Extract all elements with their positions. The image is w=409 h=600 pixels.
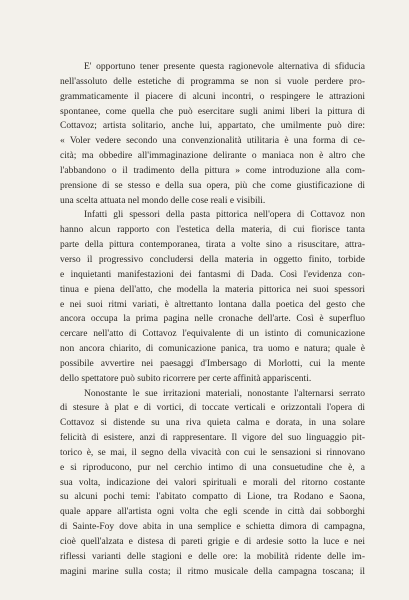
text-line: E' opportuno tener presente questa ragionevole alternativa di sfiducia — [84, 62, 365, 72]
paragraph-3 — [60, 387, 365, 580]
paragraph-1 — [60, 60, 365, 208]
text-line: felicità di esistere, anzi di rappresentare. Il vigore del suo linguaggio pit- — [60, 433, 365, 444]
text-line: l'abbandono o il tradimento della pittura » come introduzione alla com- — [60, 165, 365, 176]
body-text — [60, 60, 365, 580]
text-line: riflessi varianti delle stagioni e delle ore: la mobilità ridente delle im- — [60, 551, 365, 562]
text-line: e si riproducono, pur nel cerchio intimo di una consuetudine che è, a — [60, 462, 365, 473]
text-line: Cottavoz si distende su una riva quieta calma e dorata, in una solare — [60, 418, 365, 429]
text-line: di Sainte-Foy dove abita in una semplice e schietta dimora di campagna, — [60, 522, 365, 533]
text-line: « Voler vedere secondo una convenzionalità utilitaria è una forma di ce- — [60, 136, 365, 147]
text-line: verso il progressivo concludersi della materia in oggetto finito, torbide — [60, 254, 365, 265]
text-line: nell'assoluto delle estetiche di programma se non si vuole perdere pro- — [60, 76, 365, 87]
text-line: di stesure à plat e di vortici, di toccate verticali e orizzontali l'opera di — [60, 403, 365, 414]
text-line: sua volta, indicazione dei valori spirituali e morali del ritorno costante — [60, 477, 365, 488]
text-line: e nei suoi ritmi variati, è altrettanto lontana dalla poetica del gesto che — [60, 299, 365, 310]
text-line: torico è, se mai, il segno della vivacità con cui le sensazioni si rinnovano — [60, 447, 365, 458]
text-line: magini marine sulla costa; il ritmo musicale della campagna toscana; il — [60, 566, 365, 577]
text-line: ancora occupa la prima pagina nelle cronache dell'arte. Così è superfluo — [60, 314, 365, 325]
text-line: parte della pittura contemporanea, tirata a volte sino a risuscitare, attra- — [60, 240, 365, 251]
text-line: cioè quell'alzata e distesa di pareti grigie e di ardesie sotto la luce e nei — [60, 537, 365, 547]
text-line: grammaticamente il piacere di alcuni incontri, o respingere le attrazioni — [60, 91, 365, 102]
text-line: possibile avvertire nei paesaggi d'Imbersago di Morlotti, cui la mente — [60, 358, 365, 369]
text-line: cercare nell'atto di Cottavoz l'equivalente di un istinto di comunicazione — [60, 329, 365, 340]
text-line: una scelta attuata nel mondo delle cose reali e visibili. — [60, 195, 266, 206]
paragraph-2 — [60, 208, 365, 386]
text-line: su alcuni pochi temi: l'abitato compatto di Lione, tra Rodano e Saona, — [60, 492, 365, 503]
text-line: spontanee, come quella che può esercitare sugli animi liberi la pittura di — [60, 106, 365, 117]
text-line: Cottavoz; artista solitario, anche lui, appartato, che umilmente può dire: — [60, 121, 365, 132]
text-line: non ancora chiarito, di comunicazione panica, tra uomo e natura; quale è — [60, 344, 365, 355]
text-line: cità; ma obbedire all'immaginazione delirante o maniaca non è altro che — [60, 151, 365, 162]
text-line: prensione di se stesso e della sua opera, più che come giustificazione di — [60, 180, 365, 191]
text-line: e inquietanti manifestazioni dei fantasmi di Dada. Così l'evidenza con- — [60, 269, 365, 280]
text-line: quale appare all'artista ogni volta che egli scende in città dai sobborghi — [60, 507, 365, 518]
text-line: Infatti gli spessori della pasta pittorica nell'opera di Cottavoz non — [84, 210, 365, 221]
text-line: Nonostante le sue irritazioni materiali, nonostante l'alternarsi serrato — [84, 388, 365, 399]
text-line: dello spettatore può subito ricorrere per certe affinità appariscenti. — [60, 373, 312, 384]
text-line: hanno alcun rapporto con l'estetica della materia, di cui fiorisce tanta — [60, 225, 365, 236]
text-line: tinua e piena dell'atto, che modella la materia pittorica nei suoi spessori — [60, 284, 365, 295]
